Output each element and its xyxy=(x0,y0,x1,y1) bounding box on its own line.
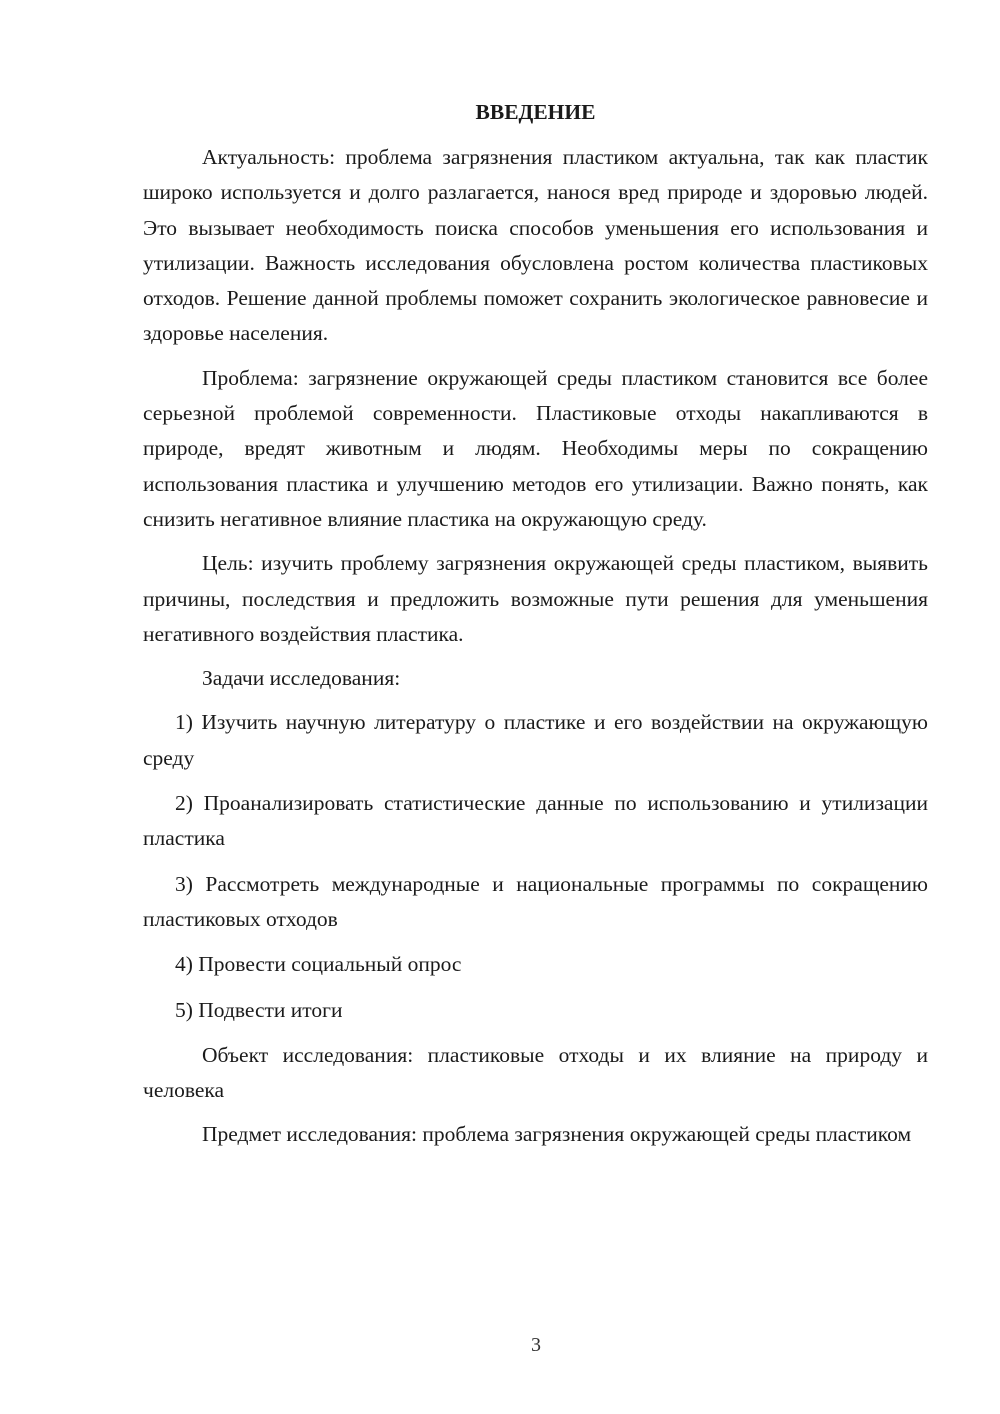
tasks-title: Задачи исследования: xyxy=(202,666,401,691)
goal-paragraph: Цель: изучить проблему загрязнения окружающей среды пластиком, выявить причины, последствия и предложить возможные пути решения для уменьшения негативного воздействия пластика. xyxy=(143,551,928,646)
problem-paragraph: Проблема: загрязнение окружающей среды пластиком становится все более серьезной проблемой современности. Пластиковые отходы накапливаются в природе, вредят животным и людям. Необходимы меры по сокращению использования пластика и улучшению методов его утилизации. Важно понять, как снизить негативное влияние пластика на окружающую среду. xyxy=(143,365,928,531)
object-paragraph: Объект исследования: пластиковые отходы и их влияние на природу и человека xyxy=(143,1042,928,1103)
task-item-5: 5) Подвести итоги xyxy=(175,997,343,1022)
subject-paragraph: Предмет исследования: проблема загрязнения окружающей среды пластиком xyxy=(202,1122,912,1147)
page-title: ВВЕДЕНИЕ xyxy=(475,100,596,124)
task-item-4: 4) Провести социальный опрос xyxy=(175,952,462,977)
task-item-2: 2) Проанализировать статистические данные по использованию и утилизации пластика xyxy=(143,791,928,851)
task-item-1: 1) Изучить научную литературу о пластике и его воздействии на окружающую среду xyxy=(143,710,928,770)
document-page xyxy=(143,96,928,1162)
relevance-paragraph: Актуальность: проблема загрязнения пластиком актуальна, так как пластик широко используется и долго разлагается, нанося вред природе и здоровью людей. Это вызывает необходимость поиска способов уменьшения его использования и утилизации. Важность исследования обусловлена ростом количества пластиковых отходов. Решение данной проблемы поможет сохранить экологическое равновесие и здоровье населения. xyxy=(143,145,928,346)
task-item-3: 3) Рассмотреть международные и национальные программы по сокращению пластиковых отходов xyxy=(143,871,928,931)
page-number: 3 xyxy=(531,1334,541,1356)
